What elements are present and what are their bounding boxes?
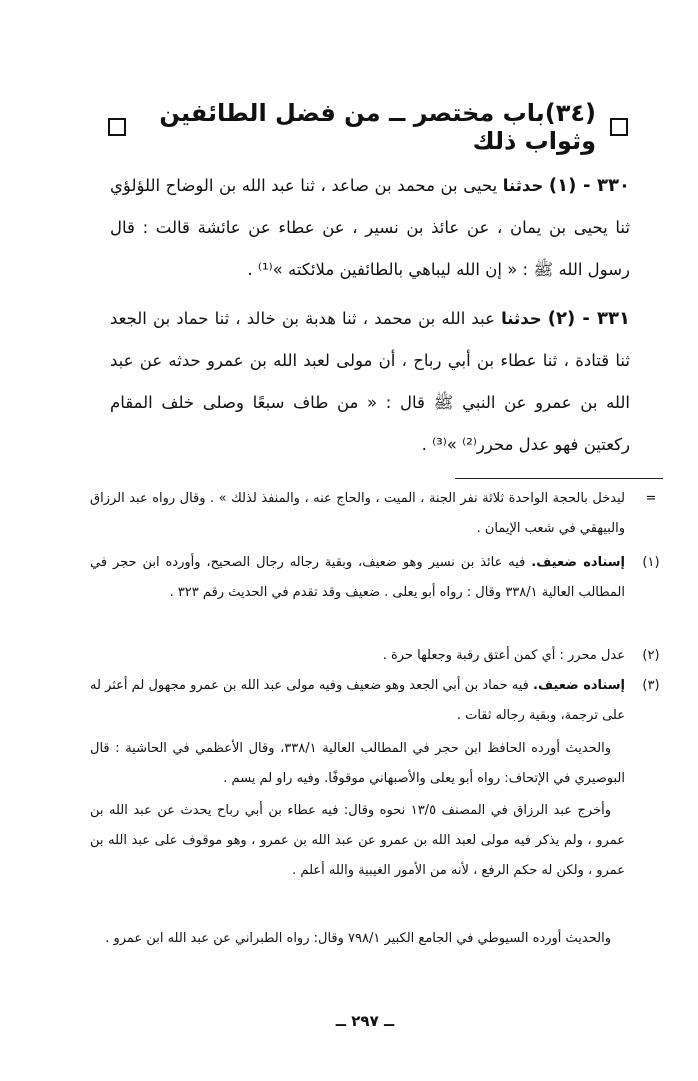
hadith-330 [110,165,630,291]
footnote-grade: إسناده ضعيف. [533,678,625,693]
hadith-number: ٣٣٠ - (١) [548,175,630,196]
hadith-lead: حدثنا [502,176,544,195]
page-number: ــ ٢٩٧ ــ [335,1012,395,1030]
footnote-text: فيه عائذ بن نسير وهو ضعيف، وبقية رجاله رجال الصحيح، وأورده ابن حجر في المطالب العالية ٣٣٨/١ وقال : رواه أبو يعلى . ضعيف وقد تقدم في الحديث رقم ٣٢٣ . [90,555,625,600]
footnote-text: فيه حماد بن أبي الجعد وهو ضعيف وفيه مولى عبد الله بن عمرو مجهول لم أعثر له على ترجمة، وبقية رجاله ثقات . [90,678,625,723]
hadith-331 [110,298,630,466]
footnote-grade: إسناده ضعيف. [531,555,625,570]
footnote-mark: (٢) [642,648,660,663]
footnote-3 [90,671,625,731]
footnote-text: عدل محرر : أي كمن أعتق رقبة وجعلها حرة . [382,648,625,663]
footnote-1 [90,548,625,608]
hadith-lead: حدثنا [501,309,542,328]
footnote-continued [90,484,625,544]
footnote-text: ليدخل بالحجة الواحدة ثلاثة نفر الجنة ، الميت ، والحاج عنه ، والمنفذ لذلك » . وقال رواه عبد الرزاق والبيهقي في شعب الإيمان . [90,491,625,536]
hadith-text: عبد الله بن محمد ، ثنا هدبة بن خالد ، ثنا حماد بن الجعد ثنا قتادة ، ثنا عطاء بن أبي رباح ، أن مولى لعبد الله بن عمرو حدثه عن عبد الله بن عمرو عن النبي ﷺ قال : « من طاف سبعًا وصلى خلف المقام ركعتين فهو عدل محرر⁽²⁾ »⁽³⁾ . [110,309,630,454]
hadith-number: ٣٣١ - (٢) [547,308,631,329]
footnote-divider [455,478,663,479]
footnote-2 [90,641,625,671]
footnote-mark: (١) [642,555,660,570]
footnote-mark: (٣) [642,678,660,693]
chapter-heading [108,99,628,155]
square-ornament-icon [108,118,126,136]
footnote-paragraph: وأخرج عبد الرزاق في المصنف ١٣/٥ نحوه وقال: فيه عطاء بن أبي رباح يحدث عن عبد الله بن عمرو ، ولم يذكر فيه مولى لعبد الله بن عمرو عن عبد الله بن عمرو ، وهو موقوف على عبد الله بن عمرو ، ولكن له حكم الرفع ، لأنه من الأمور الغيبية والله أعلم . [90,803,625,878]
footnote-mark: = [645,491,657,506]
square-ornament-icon [610,118,628,136]
hadith-text: يحيى بن محمد بن صاعد ، ثنا عبد الله بن الوضاح اللؤلؤي ثنا يحيى بن يمان ، عن عائذ بن نسير ، عن عطاء عن عائشة قالت : قال رسول الله ﷺ : « إن الله ليباهي بالطائفين ملائكته »⁽¹⁾ . [110,176,630,279]
chapter-title: (٣٤)باب مختصر ــ من فضل الطائفين وثواب ذلك [159,99,596,155]
footnote-paragraph: والحديث أورده الحافظ ابن حجر في المطالب العالية ٣٣٨/١، وقال الأعظمي في الحاشية : قال البوصيري في الإتحاف: رواه أبو يعلى والأصبهاني موقوفًا. وفيه راو لم يسم . [90,741,625,786]
footnote-paragraph: والحديث أورده السيوطي في الجامع الكبير ٧٩٨/١ وقال: رواه الطبراني عن عبد الله ابن عمرو . [105,931,611,946]
